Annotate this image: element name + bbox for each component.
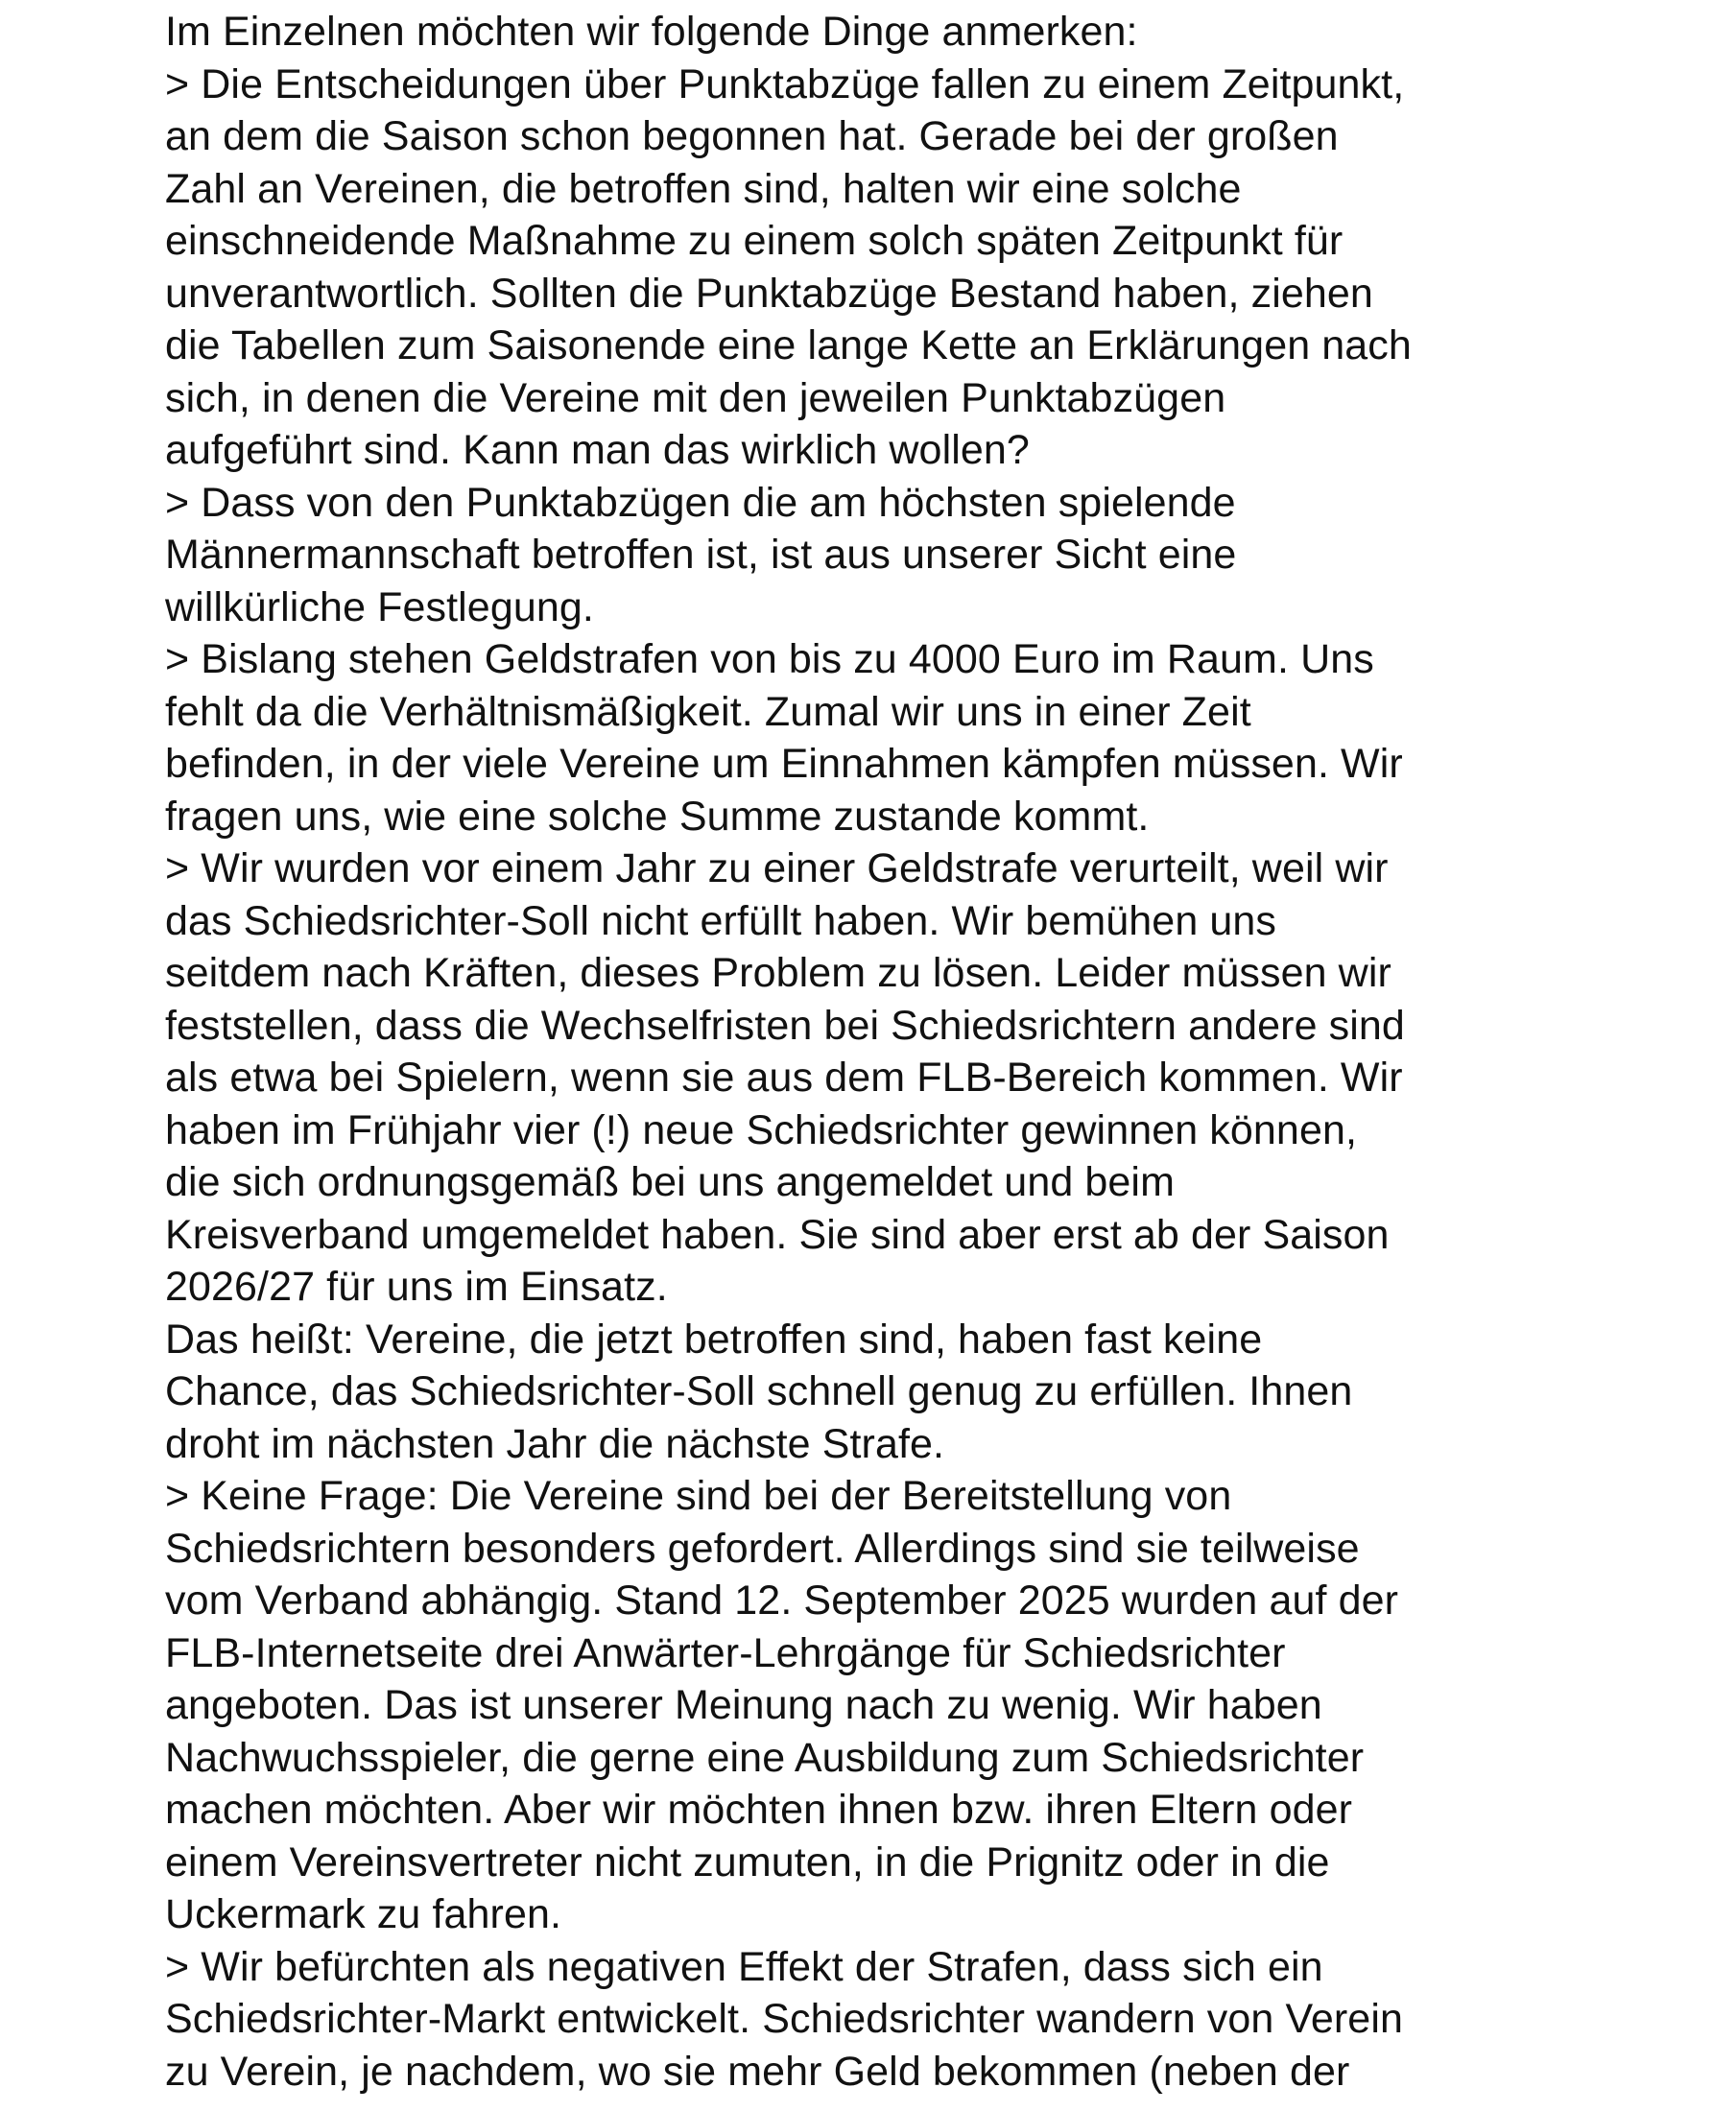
text-line: Zahl an Vereinen, die betroffen sind, halten wir eine solche	[165, 165, 1242, 212]
text-line: sich, in denen die Vereine mit den jeweilen Punktabzügen	[165, 374, 1226, 421]
text-line: machen möchten. Aber wir möchten ihnen bzw. ihren Eltern oder	[165, 1787, 1353, 1833]
text-line: Männermannschaft betroffen ist, ist aus unserer Sicht eine	[165, 532, 1237, 578]
text-line: fragen uns, wie eine solche Summe zustande kommt.	[165, 793, 1150, 840]
text-line: einem Vereinsvertreter nicht zumuten, in die Prignitz oder in die	[165, 1838, 1330, 1886]
text-line: Kreisverband umgemeldet haben. Sie sind aber erst ab der Saison	[165, 1211, 1390, 1258]
text-line-point-1-start: > Die Entscheidungen über Punktabzüge fallen zu einem Zeitpunkt,	[165, 60, 1405, 107]
text-line: seitdem nach Kräften, dieses Problem zu lösen. Leider müssen wir	[165, 950, 1391, 996]
text-line-point-3-start: > Bislang stehen Geldstrafen von bis zu 4000 Euro im Raum. Uns	[165, 636, 1374, 682]
text-line: die Tabellen zum Saisonende eine lange Kette an Erklärungen nach	[165, 322, 1412, 368]
text-line: FLB-Internetseite drei Anwärter-Lehrgänge für Schiedsrichter	[165, 1629, 1286, 1676]
text-line-point-5-start: > Keine Frage: Die Vereine sind bei der Bereitstellung von	[165, 1473, 1232, 1519]
text-line: Chance, das Schiedsrichter-Soll schnell genug zu erfüllen. Ihnen	[165, 1368, 1353, 1414]
text-line: vom Verband abhängig. Stand 12. September 2025 wurden auf der	[165, 1577, 1399, 1624]
text-line: Uckermark zu fahren.	[165, 1891, 562, 1937]
text-line: an dem die Saison schon begonnen hat. Gerade bei der großen	[165, 113, 1339, 159]
text-line-point-2-start: > Dass von den Punktabzügen die am höchsten spielende	[165, 479, 1236, 526]
text-line: fehlt da die Verhältnismäßigkeit. Zumal wir uns in einer Zeit	[165, 688, 1251, 735]
text-line: das Schiedsrichter-Soll nicht erfüllt haben. Wir bemühen uns	[165, 897, 1277, 944]
document-body	[165, 6, 1605, 2098]
text-line: als etwa bei Spielern, wenn sie aus dem FLB-Bereich kommen. Wir	[165, 1055, 1403, 1101]
text-line: Das heißt: Vereine, die jetzt betroffen sind, haben fast keine	[165, 1316, 1263, 1363]
text-line: Schiedsrichter-Markt entwickelt. Schiedsrichter wandern von Verein	[165, 1996, 1403, 2042]
text-line: feststellen, dass die Wechselfristen bei Schiedsrichtern andere sind	[165, 1002, 1405, 1049]
text-line-point-4-start: > Wir wurden vor einem Jahr zu einer Geldstrafe verurteilt, weil wir	[165, 845, 1389, 891]
text-line: zu Verein, je nachdem, wo sie mehr Geld bekommen (neben der	[165, 2048, 1350, 2095]
text-line: befinden, in der viele Vereine um Einnahmen kämpfen müssen. Wir	[165, 741, 1403, 787]
text-line: droht im nächsten Jahr die nächste Strafe.	[165, 1420, 945, 1467]
text-line: willkürliche Festlegung.	[165, 583, 594, 630]
text-line: Schiedsrichtern besonders gefordert. Allerdings sind sie teilweise	[165, 1525, 1360, 1572]
text-line: 2026/27 für uns im Einsatz.	[165, 1264, 668, 1310]
text-line-intro: Im Einzelnen möchten wir folgende Dinge anmerken:	[165, 9, 1138, 55]
text-line-point-6-start: > Wir befürchten als negativen Effekt der Strafen, dass sich ein	[165, 1943, 1323, 1990]
text-line: Nachwuchsspieler, die gerne eine Ausbildung zum Schiedsrichter	[165, 1734, 1365, 1781]
text-line: angeboten. Das ist unserer Meinung nach zu wenig. Wir haben	[165, 1682, 1322, 1728]
text-line: aufgeführt sind. Kann man das wirklich wollen?	[165, 427, 1030, 473]
text-line: einschneidende Maßnahme zu einem solch späten Zeitpunkt für	[165, 218, 1344, 264]
text-line: unverantwortlich. Sollten die Punktabzüge Bestand haben, ziehen	[165, 270, 1373, 317]
text-line: haben im Frühjahr vier (!) neue Schiedsrichter gewinnen können,	[165, 1106, 1358, 1153]
text-line: die sich ordnungsgemäß bei uns angemeldet und beim	[165, 1159, 1175, 1205]
